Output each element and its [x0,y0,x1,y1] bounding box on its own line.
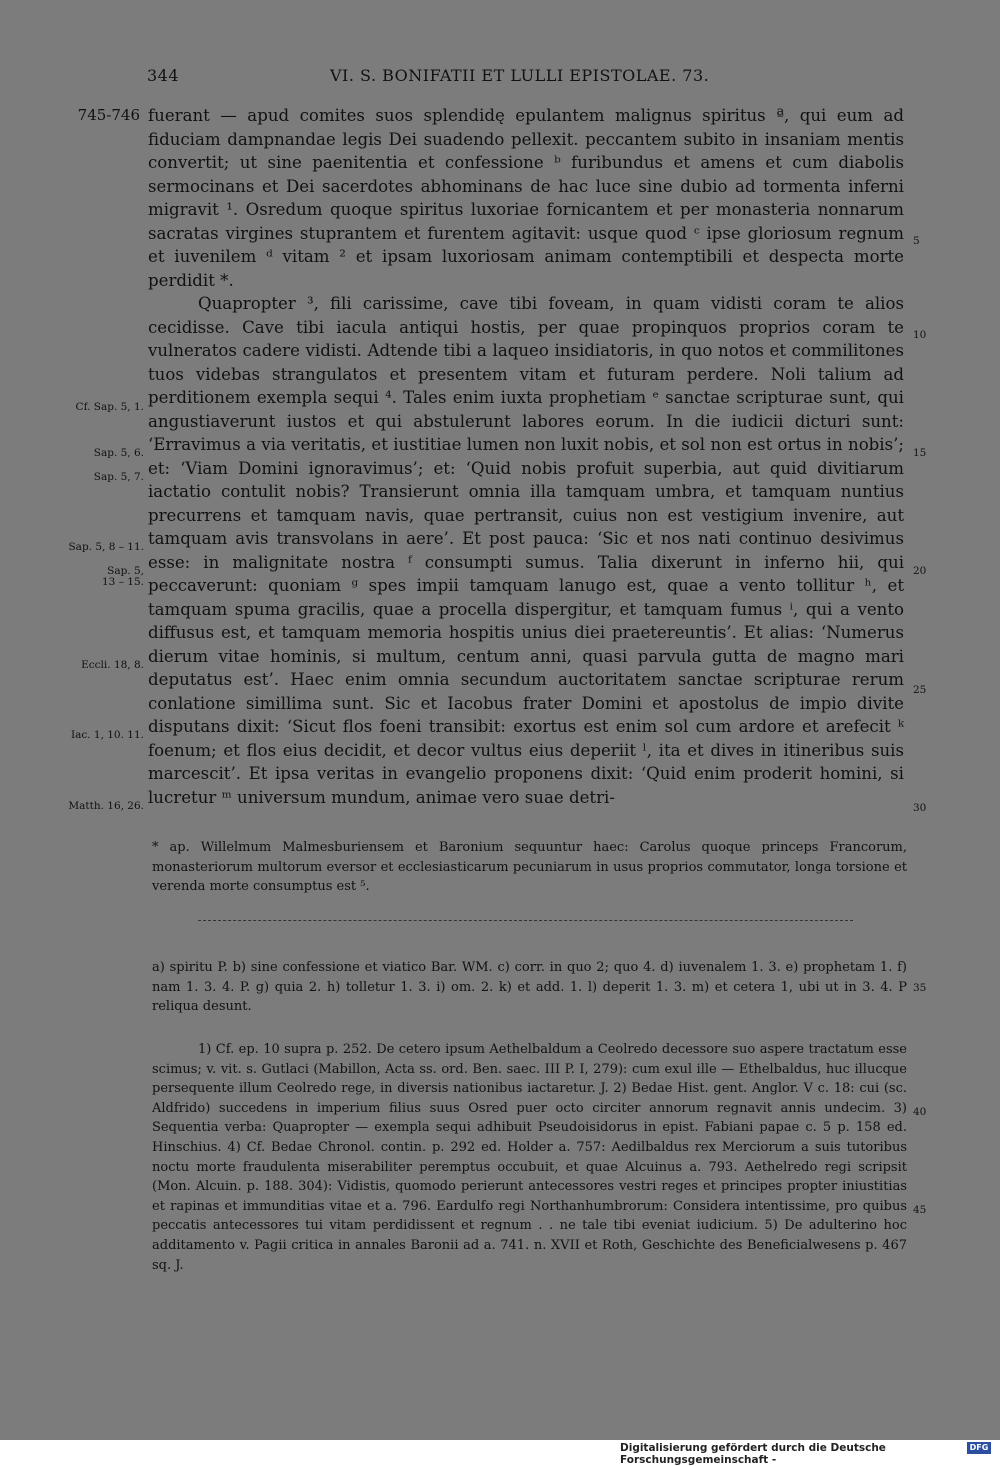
line-number: 15 [913,447,927,459]
divider-rule [198,920,853,921]
line-number: 45 [913,1204,927,1216]
margin-ref: Matth. 16, 26. [68,800,144,812]
margin-ref: Eccli. 18, 8. [81,659,144,671]
line-number: 10 [913,329,927,341]
line-number: 5 [913,235,920,247]
main-text [148,104,904,809]
dfg-logo: DFG [967,1442,991,1454]
margin-ref: 13 – 15. [102,576,144,588]
margin-ref: Sap. 5, 7. [93,471,144,483]
line-number: 25 [913,684,927,696]
margin-ref: Iac. 1, 10. 11. [70,729,144,741]
margin-ref: Sap. 5, [107,565,144,577]
running-head: VI. S. BONIFATII ET LULLI EPISTOLAE. 73. [330,66,710,85]
commentary-notes [152,1040,907,1275]
paragraph-1: fuerant — apud comites suos splendidę epulantem malignus spiritus ª, qui eum ad fiduciam dampnandae legis Dei suadendo pellexit. peccantem subito in insaniam mentis convertit; ut sine paenitentia et confessione ᵇ furibundus et amens et cum diabolis sermocinans et Dei sacerdotes abhominans de hac luce sine dubio ad tormenta inferni migravit ¹. Osredum quoque spiritus luxoriae fornicantem et per monasteria nonnarum sacratas virgines stuprantem et furentem agitavit: usque quod ᶜ ipse gloriosum regnum et iuvenilem ᵈ vitam ² et ipsam luxoriosam animam contemptibili et despecta morte perdidit *. [148,106,904,290]
line-number: 40 [913,1106,927,1118]
note-star-text: * ap. Willelmum Malmesburiensem et Baronium sequuntur haec: Carolus quoque princeps Francorum, monasteriorum multorum eversor et ecclesiasticarum pecuniarum in usus proprios commutator, longa torsione et verenda morte consumptus est ⁵. [152,840,907,895]
note-star [152,838,907,897]
margin-ref: Sap. 5, 8 – 11. [68,541,144,553]
page-number: 344 [147,66,180,85]
commentary-text: 1) Cf. ep. 10 supra p. 252. De cetero ipsum Aethelbaldum a Ceolredo decessore suo aspere tractatum esse scimus; v. vit. s. Gutlaci (Mabillon, Acta ss. ord. Ben. saec. III P. I, 279): cum exul ille — Ethelbaldus, huc illucque persequente illum Ceolredo rege, in diversis nationibus iactaretur. J. 2) Bedae Hist. gent. Anglor. V c. 18: cui (sc. Aldfrido) succedens in imperium filius suus Osred puer octo circiter annorum regnavit annis undecim. 3) Sequentia verba: Quapropter — exempla sequi adhibuit Pseudoisidorus in epist. Fabiani papae c. 5 p. 158 ed. Hinschius. 4) Cf. Bedae Chronol. contin. p. 292 ed. Holder a. 757: Aedilbaldus rex Merciorum a suis tutoribus noctu morte fraudulenta miserabiliter peremptus occubuit, et quae Alcuinus a. 793. Aethelredo regi scripsit (Mon. Alcuin. p. 188. 304): Vidistis, quomodo perierunt antecessores vestri reges et principes propter iniustitias et rapinas et immunditias vitae et a. 796. Eardulfo regi Northanhumbrorum: Considera intentissime, pro quibus peccatis antecessores tui vitam perdidissent et regnum . . ne tale tibi eveniat iudicium. 5) De adulterino hoc additamento v. Pagii critica in annales Baronii ad a. 741. n. XVII et Roth, Geschichte des Beneficialwesens p. 467 sq. J. [152,1042,907,1273]
apparatus-text: a) spiritu P. b) sine confessione et viatico Bar. WM. c) corr. in quo 2; quo 4. d) iuvenalem 1. 3. e) prophetam 1. f) nam 1. 3. 4. P. g) quia 2. h) tolletur 1. 3. i) om. 2. k) et add. 1. l) deperit 1. 3. m) et cetera 1, ubi ut in 3. 4. P reliqua desunt. [152,960,907,1015]
footer-credit: Digitalisierung gefördert durch die Deutsche Forschungsgemeinschaft - [620,1442,886,1466]
line-number: 30 [913,802,927,814]
line-number: 35 [913,982,927,994]
paragraph-2: Quapropter ³, fili carissime, cave tibi foveam, in quam vidisti coram te alios cecidisse. Cave tibi iacula antiqui hostis, per quae propinquos proprios coram te vulneratos cadere vidisti. Adtende tibi a laqueo insidiatoris, in quo notos et commilitones tuos videbas strangulatos et presentem vitam et futuram perdere. Noli talium ad perditionem exempla sequi ⁴. Tales enim iuxta prophetiam ᵉ sanctae scripturae sunt, qui angustiaverunt iustos et qui abstulerunt labores eorum. In die iudicii dicturi sunt: ‘Erravimus a via veritatis, et iustitiae lumen non luxit nobis, et sol non est ortus in nobis’; et: ‘Viam Domini ignoravimus’; et: ‘Quid nobis profuit superbia, aut quid divitiarum iactatio contulit nobis? Transierunt omnia illa tamquam umbra, et tamquam nuntius precurrens et tamquam navis, quae pertransit, cuius non est vestigium invenire, aut tamquam avis transvolans in aere’. Et post pauca: ‘Sic et nos nati continuo desivimus esse: in malignitate nostra ᶠ consumpti sumus. Talia dixerunt in inferno hii, qui peccaverunt: quoniam ᵍ spes impii tamquam lanugo est, quae a vento tollitur ʰ, et tamquam spuma gracilis, quae a procella dispergitur, et tamquam fumus ⁱ, qui a vento diffusus est, et tamquam memoria hospitis unius diei praetereuntis’. Et alias: ‘Numerus dierum vitae hominis, si multum, centum anni, quasi parvula gutta de magno mari deputatus est’. Haec enim omnia secundum auctoritatem sanctae scripturae rerum conlatione simillima sunt. Sic et Iacobus frater Domini et apostolus de impio divite disputans dixit: ‘Sicut flos foeni transibit: exortus est enim sol cum ardore et arefecit ᵏ foenum; et flos eius decidit, et decor vultus eius deperiit ˡ, ita et dives in itineribus suis marcescit’. Et ipsa veritas in evangelio proponens dixit: ‘Quid enim proderit homini, si lucretur ᵐ universum mundum, animae vero suae detri- [148,294,904,807]
line-number: 20 [913,565,927,577]
margin-date: 745-746 [77,106,140,124]
apparatus [152,958,907,1017]
margin-ref: Sap. 5, 6. [93,447,144,459]
margin-ref: Cf. Sap. 5, 1. [75,401,144,413]
